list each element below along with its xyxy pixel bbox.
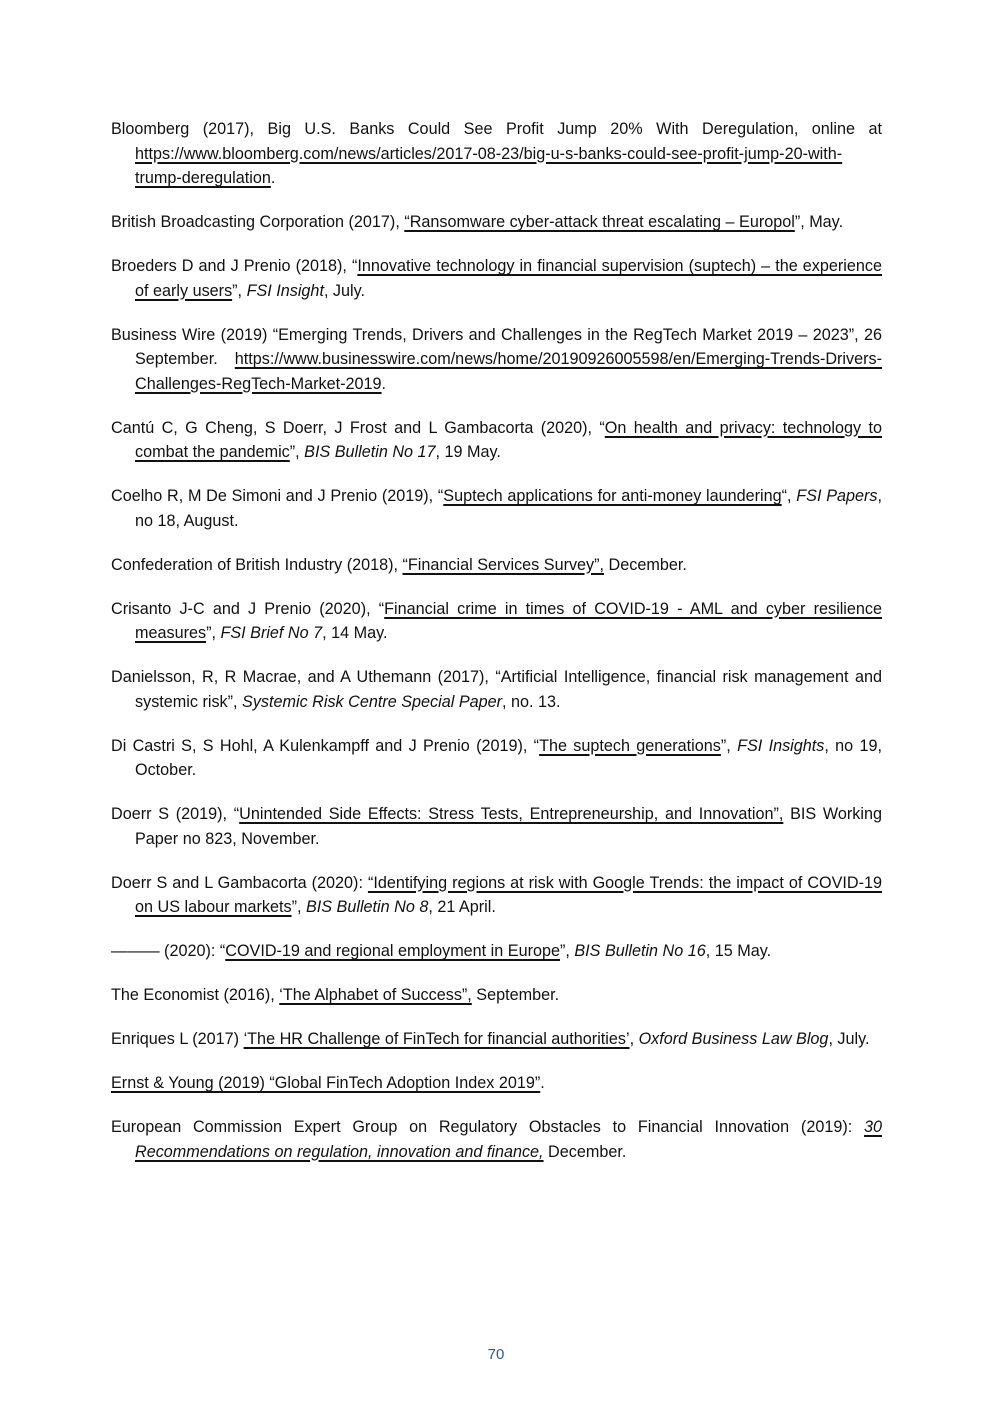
page-number: 70	[487, 1346, 505, 1363]
reference-link[interactable]: Innovative technology in financial supervision (suptech) – the experience of early users	[135, 257, 882, 300]
reference-entry	[111, 1071, 882, 1096]
reference-text: December.	[604, 555, 687, 574]
reference-link[interactable]: Ernst & Young (2019) “Global FinTech Adoption Index 2019”	[111, 1074, 541, 1092]
reference-entry	[111, 117, 882, 191]
reference-text: .	[270, 169, 276, 187]
reference-italic-text: Oxford Business Law Blog	[638, 1030, 829, 1048]
reference-text: Coelho R, M De Simoni and J Prenio (2019), “	[111, 487, 444, 505]
reference-italic-text: Systemic Risk Centre Special Paper	[242, 692, 503, 711]
reference-entry	[111, 1115, 882, 1164]
reference-text: Danielsson, R, R Macrae, and A Uthemann (2017), “Artificial Intelligence, financial risk management and systemic risk”,	[111, 668, 882, 711]
reference-italic-text: FSI Brief No 7	[220, 624, 323, 642]
reference-italic-text: BIS Bulletin No 17	[304, 443, 436, 461]
reference-entry	[111, 323, 882, 397]
reference-text: European Commission Expert Group on Regulatory Obstacles to Financial Innovation (2019):	[111, 1118, 864, 1136]
reference-text: September.	[471, 986, 560, 1004]
reference-entry	[111, 416, 882, 465]
reference-entry	[111, 210, 882, 235]
reference-text: Broeders D and J Prenio (2018), “	[111, 257, 358, 275]
reference-link[interactable]: On health and privacy: technology to combat the pandemic	[135, 418, 882, 461]
reference-text: Doerr S and L Gambacorta (2020):	[111, 873, 368, 892]
reference-text: ”,	[720, 736, 738, 755]
reference-text: ”, May.	[794, 213, 844, 231]
reference-text: , no. 13.	[502, 692, 561, 711]
reference-text: BIS Working Paper no 823, November.	[135, 805, 882, 848]
reference-link[interactable]: https://www.businesswire.com/news/home/20190926005598/en/Emerging-Trends-Drivers-Challenges-RegTech-Market-2019	[135, 350, 882, 393]
reference-entry	[111, 734, 882, 783]
reference-entry	[111, 597, 882, 646]
reference-link[interactable]: Unintended Side Effects: Stress Tests, Entrepreneurship, and Innovation”,	[239, 805, 784, 823]
reference-text: ”,	[289, 443, 305, 461]
reference-entry	[111, 802, 882, 851]
reference-entry	[111, 665, 882, 714]
reference-link[interactable]: “Ransomware cyber-attack threat escalating – Europol	[404, 213, 795, 231]
reference-entry	[111, 871, 882, 920]
reference-entry	[111, 484, 882, 533]
reference-entry	[111, 983, 882, 1008]
reference-text: , no 18, August.	[135, 487, 882, 530]
reference-entry	[111, 254, 882, 303]
reference-text: Cantú C, G Cheng, S Doerr, J Frost and L Gambacorta (2020), “	[111, 418, 605, 437]
reference-text: ”,	[232, 281, 247, 300]
reference-italic-text: BIS Bulletin No 8	[305, 898, 429, 916]
reference-text: Bloomberg (2017), Big U.S. Banks Could See Profit Jump 20% With Deregulation, online at	[111, 120, 882, 138]
reference-italic-text: FSI Insight	[246, 281, 324, 300]
reference-text: The Economist (2016),	[111, 986, 280, 1004]
reference-text: , no 19, October.	[135, 736, 882, 779]
reference-link[interactable]: The suptech generations	[539, 736, 721, 755]
reference-text: .	[381, 374, 387, 393]
reference-text: ——— (2020): “	[111, 942, 226, 960]
reference-link[interactable]: Financial crime in times of COVID-19 - AML and cyber resilience measures	[135, 599, 882, 642]
reference-link[interactable]: Suptech applications for anti-money laundering	[443, 487, 782, 505]
reference-text: “,	[781, 487, 797, 505]
reference-text: Di Castri S, S Hohl, A Kulenkampff and J Prenio (2019), “	[111, 736, 540, 755]
reference-text: Business Wire (2019) “Emerging Trends, Drivers and Challenges in the RegTech Market 2019 – 2023”, 26 September.	[111, 325, 882, 368]
reference-text: Doerr S (2019), “	[111, 805, 240, 823]
reference-list	[111, 117, 882, 1184]
reference-link[interactable]: https://www.bloomberg.com/news/articles/2017-08-23/big-u-s-banks-could-see-profit-jump-20-with-trump-deregulation	[135, 144, 843, 187]
reference-link[interactable]: COVID-19 and regional employment in Europe	[225, 942, 560, 960]
reference-text: Enriques L (2017)	[111, 1030, 244, 1048]
reference-text: December.	[543, 1142, 627, 1161]
reference-entry	[111, 1027, 882, 1052]
reference-text: British Broadcasting Corporation (2017),	[111, 213, 405, 231]
reference-italic-text: FSI Papers	[796, 487, 878, 505]
reference-text: , 15 May.	[705, 942, 772, 960]
reference-text: .	[540, 1074, 545, 1092]
reference-italic-text: BIS Bulletin No 16	[574, 942, 706, 960]
reference-text: ,	[629, 1030, 639, 1048]
reference-text: , July.	[323, 281, 366, 300]
reference-link[interactable]: ‘The HR Challenge of FinTech for financial authorities’	[243, 1030, 630, 1048]
reference-entry	[111, 939, 882, 964]
reference-text: ”,	[291, 898, 306, 916]
reference-text: , 21 April.	[428, 898, 496, 916]
reference-link[interactable]: 30 Recommendations on regulation, innovation and finance,	[135, 1118, 882, 1161]
reference-text: , 14 May.	[322, 624, 388, 642]
reference-text: ”,	[206, 624, 221, 642]
reference-link[interactable]: “Identifying regions at risk with Google Trends: the impact of COVID-19 on US labour markets	[135, 873, 883, 916]
reference-italic-text: FSI Insights	[737, 736, 825, 755]
reference-text: ”,	[559, 942, 575, 960]
reference-text: , July.	[828, 1030, 870, 1048]
reference-link[interactable]: “Financial Services Survey”,	[402, 555, 605, 574]
reference-link[interactable]: ‘The Alphabet of Success”,	[279, 986, 472, 1004]
reference-entry	[111, 553, 882, 578]
reference-text: Crisanto J-C and J Prenio (2020), “	[111, 599, 385, 618]
reference-text: Confederation of British Industry (2018),	[111, 555, 403, 574]
reference-text: , 19 May.	[435, 443, 501, 461]
